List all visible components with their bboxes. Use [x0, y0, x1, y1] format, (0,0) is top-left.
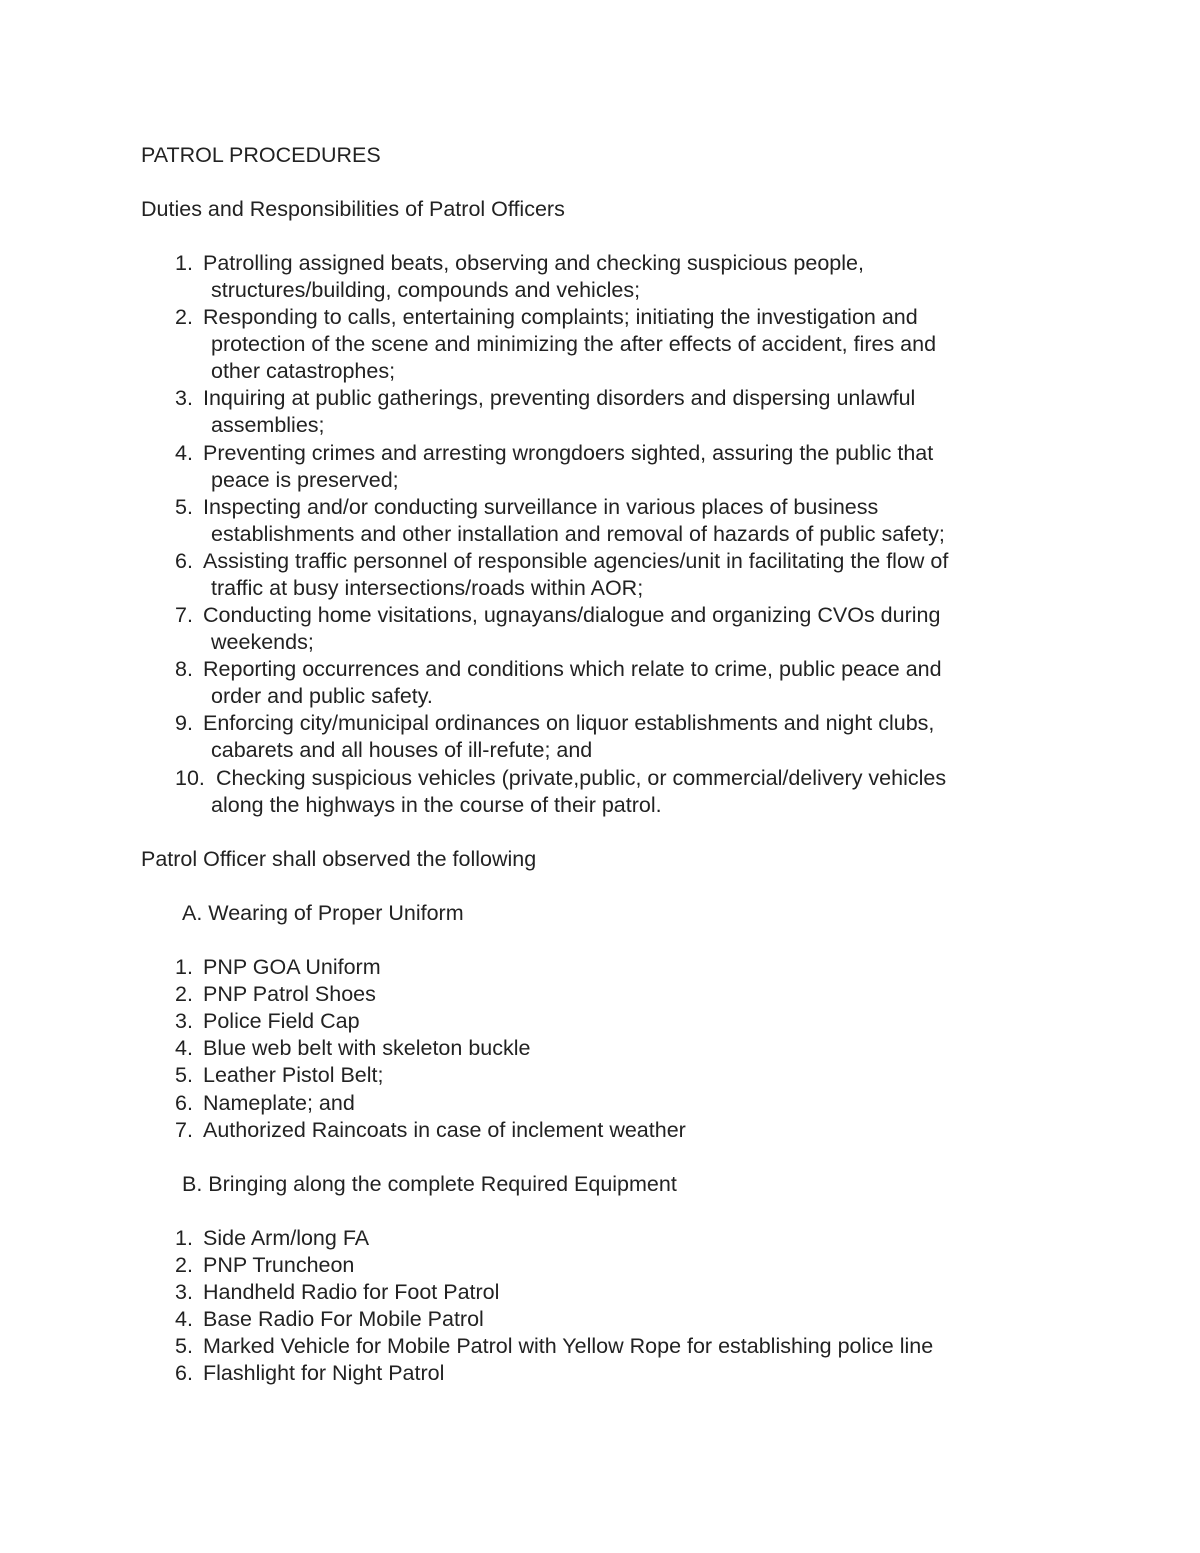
list-item-text: Handheld Radio for Foot Patrol	[203, 1280, 500, 1304]
list-item-text: along the highways in the course of their patrol.	[211, 793, 662, 817]
list-item-number: 4.	[175, 1036, 193, 1060]
list-item-text: Inspecting and/or conducting surveillance in various places of business	[203, 495, 879, 519]
list-item-text: Nameplate; and	[203, 1091, 355, 1115]
document-title: PATROL PROCEDURES	[141, 143, 381, 167]
list-item-number: 9.	[175, 711, 193, 735]
list-item-text: other catastrophes;	[211, 359, 396, 383]
list-item-text: PNP Patrol Shoes	[203, 982, 376, 1006]
list-item-number: 6.	[175, 549, 193, 573]
list-item-text: protection of the scene and minimizing the after effects of accident, fires and	[211, 332, 937, 356]
list-item-number: 2.	[175, 305, 193, 329]
section-heading-observe: Patrol Officer shall observed the following	[141, 847, 537, 871]
list-item-text: structures/building, compounds and vehicles;	[211, 278, 641, 302]
list-item-number: 2.	[175, 982, 193, 1006]
list-item-text: Police Field Cap	[203, 1009, 360, 1033]
list-item-text: traffic at busy intersections/roads within AOR;	[211, 576, 644, 600]
list-item-text: Responding to calls, entertaining complaints; initiating the investigation and	[203, 305, 918, 329]
list-item-number: 7.	[175, 1118, 193, 1142]
list-item-number: 6.	[175, 1091, 193, 1115]
list-item-number: 8.	[175, 657, 193, 681]
list-item-number: 10.	[175, 766, 205, 790]
list-item-text: Conducting home visitations, ugnayans/dialogue and organizing CVOs during	[203, 603, 941, 627]
list-item-text: peace is preserved;	[211, 468, 399, 492]
list-item-text: Preventing crimes and arresting wrongdoers sighted, assuring the public that	[203, 441, 934, 465]
list-item-number: 1.	[175, 1226, 193, 1250]
list-item-text: Patrolling assigned beats, observing and checking suspicious people,	[203, 251, 864, 275]
list-item-text: Base Radio For Mobile Patrol	[203, 1307, 484, 1331]
list-item-text: establishments and other installation and removal of hazards of public safety;	[211, 522, 945, 546]
section-heading-duties: Duties and Responsibilities of Patrol Officers	[141, 197, 565, 221]
list-item-number: 3.	[175, 1280, 193, 1304]
list-item-text: PNP GOA Uniform	[203, 955, 381, 979]
list-item-text: PNP Truncheon	[203, 1253, 355, 1277]
list-item-text: Leather Pistol Belt;	[203, 1063, 384, 1087]
subsection-label-equipment: B. Bringing along the complete Required Equipment	[182, 1172, 677, 1196]
list-item-number: 4.	[175, 1307, 193, 1331]
list-item-text: Side Arm/long FA	[203, 1226, 370, 1250]
list-item-text: order and public safety.	[211, 684, 433, 708]
list-item-text: Marked Vehicle for Mobile Patrol with Yellow Rope for establishing police line	[203, 1334, 934, 1358]
list-item-text: assemblies;	[211, 413, 325, 437]
list-item-number: 6.	[175, 1361, 193, 1385]
list-item-number: 4.	[175, 441, 193, 465]
subsection-label-uniform: A. Wearing of Proper Uniform	[182, 901, 464, 925]
list-item-text: Checking suspicious vehicles (private,public, or commercial/delivery vehicles	[216, 766, 947, 790]
list-item-number: 5.	[175, 1063, 193, 1087]
list-item-number: 1.	[175, 955, 193, 979]
list-item-number: 7.	[175, 603, 193, 627]
list-item-text: Authorized Raincoats in case of inclement weather	[203, 1118, 686, 1142]
list-item-number: 2.	[175, 1253, 193, 1277]
list-item-number: 3.	[175, 1009, 193, 1033]
list-item-text: cabarets and all houses of ill-refute; and	[211, 738, 593, 762]
list-item-number: 5.	[175, 1334, 193, 1358]
list-item-number: 3.	[175, 386, 193, 410]
list-item-number: 1.	[175, 251, 193, 275]
list-item-text: Reporting occurrences and conditions which relate to crime, public peace and	[203, 657, 942, 681]
list-item-text: Inquiring at public gatherings, preventing disorders and dispersing unlawful	[203, 386, 916, 410]
list-item-number: 5.	[175, 495, 193, 519]
list-item-text: Flashlight for Night Patrol	[203, 1361, 445, 1385]
list-item-text: Blue web belt with skeleton buckle	[203, 1036, 531, 1060]
list-item-text: weekends;	[211, 630, 314, 654]
list-item-text: Enforcing city/municipal ordinances on liquor establishments and night clubs,	[203, 711, 935, 735]
list-item-text: Assisting traffic personnel of responsible agencies/unit in facilitating the flow of	[203, 549, 949, 573]
